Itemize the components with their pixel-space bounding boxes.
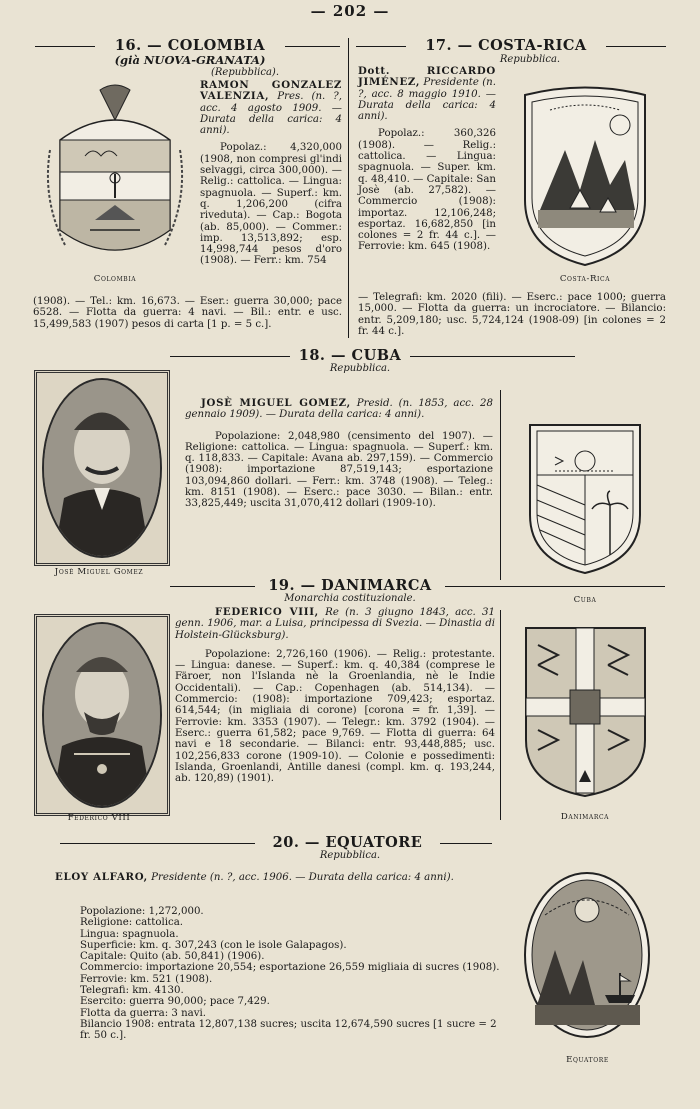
rule [170, 586, 255, 587]
colombia-kind: (Repubblica). [210, 67, 280, 78]
equatore-president-detail: Presidente (n. ?, acc. 1906. — Durata della carica: 4 anni). [151, 872, 454, 883]
equatore-stat-line: Capitale: Quito (ab. 50,841) (1906). [80, 951, 265, 963]
equatore-stat-line: Superficie: km. q. 307,243 (con le isole Galapagos). [80, 939, 347, 951]
equatore-stats-list [80, 906, 500, 1042]
costarica-kind: Repubblica. [499, 54, 561, 65]
equatore-heading: 20. — EQUATORE [272, 834, 423, 851]
danimarca-heading: 19. — DANIMARCA [268, 577, 432, 594]
cuba-caption: Cuba [573, 595, 597, 605]
cuba-stats: Popolazione: 2,048,980 (censimento del 1907). — Religione: cattolica. — Lingua: spagnuola. — Superf.: km. q. 118,833. — Capitale: Avana ab. 297,159). — Commercio (1908): importazione 87,519,143; esportazione 103,094,860 dollari. — Ferr.: km. 3748 (1908). — Teleg.: km. 8151 (1908). — Eserc.: pace 3030. — Bilan.: entr. 33,825,449; uscita 31,070,412 dollari (1909-10). [185, 430, 493, 510]
equatore-president-block [33, 872, 493, 883]
danimarca-kind: Monarchia costituzionale. [284, 593, 416, 604]
column-divider [500, 390, 501, 580]
danimarca-caption: Danimarca [560, 812, 610, 822]
colombia-president-block [200, 80, 342, 267]
danimarca-king-detail: Re (n. 3 giugno 1843, acc. 31 genn. 1906, mar. a Luisa, principessa di Svezia. — Dinastia di Holstein-Glücksburg). [175, 607, 495, 641]
costarica-coat-of-arms [510, 80, 660, 270]
colombia-stats-bottom: (1908). — Tel.: km. 16,673. — Eser.: guerra 30,000; pace 6528. — Flotta da guerra: 4 navi. — Bil.: entr. e usc. 15,499,583 (1907) pesos di carta [1 p. = 5 c.]. [33, 296, 342, 330]
costarica-president-block [358, 66, 496, 253]
costarica-stats: Popolaz.: 360,326 (1908). — Relig.: cattolica. — Lingua: spagnuola. — Super. km. q. 48,410. — Capitale: San Josè (ab. 27,582). — Commercio (1908): importaz. 12,106,248; esportaz. 16,682,850 [in colones = 2 fr. 44 c.]. — Ferrovie: km. 645 (1908). [358, 128, 496, 253]
rule [445, 586, 665, 587]
column-divider [348, 38, 349, 338]
cuba-portrait-caption: Josè Miguel Gomez [54, 567, 144, 577]
rule [170, 356, 290, 357]
costarica-president-name: Dott. RICCARDO JIMÉNEZ, [358, 65, 496, 89]
page-number: — 202 — [310, 2, 390, 20]
equatore-stat-line: Ferrovie: km. 521 (1908). [80, 973, 213, 985]
column-divider [500, 610, 501, 820]
equatore-caption: Equatore [566, 1055, 609, 1065]
equatore-president-name: ELOY ALFARO, [55, 871, 148, 883]
colombia-coat-of-arms [40, 80, 190, 270]
colombia-subheading: (già NUOVA-GRANATA) [114, 53, 266, 67]
danimarca-king-block [175, 607, 495, 784]
equatore-stat-line: Bilancio 1908: entrata 12,807,138 sucres; uscita 12,674,590 sucres [1 sucre = 2 fr. 50 c.]. [80, 1018, 497, 1042]
rule [440, 843, 492, 844]
equatore-stat-line: Commercio: importazione 20,554; esportazione 26,559 migliaia di sucres (1908). [80, 962, 500, 974]
cuba-heading: 18. — CUBA [298, 347, 402, 364]
colombia-president-detail: Pres. (n. ?, acc. 4 agosto 1909. — Durata della carica: 4 anni). [200, 91, 342, 137]
rule [606, 46, 666, 47]
cuba-portrait [34, 370, 170, 566]
cuba-president-detail: Presid. (n. 1853, acc. 28 gennaio 1909). — Durata della carica: 4 anni). [185, 398, 493, 421]
costarica-caption: Costa-Rica [559, 274, 611, 284]
equatore-stat-line: Flotta da guerra: 3 navi. [80, 1007, 206, 1019]
equatore-stat-line: Religione: cattolica. [80, 917, 184, 929]
rule [356, 46, 406, 47]
costarica-president-detail: Presidente (n. ?, acc. 8 maggio 1910. — Durata della carica: 4 anni). [358, 77, 496, 123]
danimarca-coat-of-arms [518, 620, 653, 800]
equatore-stat-line: Lingua: spagnuola. [80, 928, 179, 940]
rule [60, 843, 255, 844]
colombia-stats: Popolaz.: 4,320,000 (1908, non compresi gl'indi selvaggi, circa 300,000). — Relig.: cattolica. — Lingua: spagnuola. — Superf.: km. q. 1,206,200 (cifra riveduta). — Cap.: Bogota (ab. 85,000). — Commer.: imp. 13,513,892; esp. 14,998,744 pesos d'oro (1908). — Ferr.: km. 754 [200, 142, 342, 267]
rule [35, 46, 95, 47]
danimarca-portrait-caption: Federico VIII [67, 813, 131, 823]
danimarca-portrait [34, 614, 170, 816]
colombia-president-name: RAMON GONZALEZ VALENZIA, [200, 79, 342, 103]
equatore-kind: Repubblica. [319, 850, 381, 861]
danimarca-king-name: FEDERICO VIII, [215, 606, 319, 618]
colombia-caption: Colombia [93, 274, 137, 284]
danimarca-stats: Popolazione: 2,726,160 (1906). — Relig.: protestante. — Lingua: danese. — Superf.: km. q. 40,384 (comprese le Färoer, non l'Islanda nè la Groenlandia, nè le Indie Occidentali). — Cap.: Copenhagen (ab. 514,134). — Commercio: (1908): importazione 709,423; esportaz. 614,544; (in migliaia di corone) [corona = fr. 1,39]. — Ferrovie: km. 3353 (1907). — Telegr.: km. 3792 (1904). — Eserc.: guerra 61,582; pace 9,769. — Flotta di guerra: 64 navi e 18 secondarie. — Bilanci: entr. 93,448,885; usc. 102,256,833 corone (1909-10). — Colonie e possedimenti: Islanda, Groenlandi, Antille danesi (compl. km. q. 193,244, ab. 120,89) (1901). [175, 648, 495, 785]
costarica-stats-bottom: — Telegrafi: km. 2020 (fili). — Eserc.: pace 1000; guerra 15,000. — Flotta da guerra: un incrociatore. — Bilancio: entr. 5,209,180; usc. 5,724,124 (1908-09) [in colones = 2 fr. 44 c.]. [358, 292, 666, 337]
colombia-heading: 16. — COLOMBIA [114, 37, 266, 54]
rule [410, 356, 575, 357]
cuba-president-name: JOSÈ MIGUEL GOMEZ, [201, 397, 351, 409]
cuba-kind: Repubblica. [329, 363, 391, 374]
equatore-coat-of-arms [515, 855, 660, 1045]
equatore-stat-line: Popolazione: 1,272,000. [80, 906, 204, 917]
costarica-heading: 17. — COSTA-RICA [425, 37, 587, 54]
cuba-president-block [185, 398, 493, 510]
rule [285, 46, 340, 47]
cuba-coat-of-arms [515, 405, 655, 575]
equatore-stat-line: Esercito: guerra 90,000; pace 7,429. [80, 996, 270, 1008]
equatore-stat-line: Telegrafi: km. 4130. [80, 985, 184, 997]
